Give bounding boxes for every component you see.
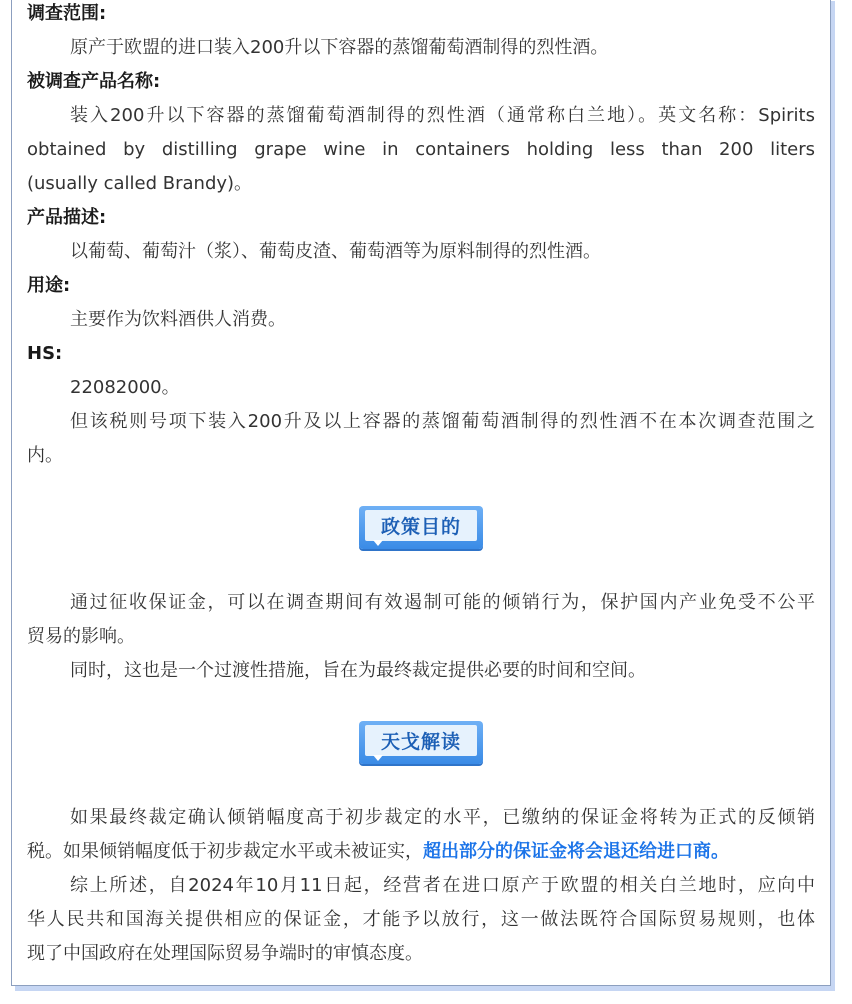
product-name-line-3: (usually called Brandy)。 (27, 173, 253, 194)
analysis-heading (359, 721, 483, 764)
policy-para-2: 同时，这也是一个过渡性措施，旨在为最终裁定提供必要的时间和空间。 (70, 660, 646, 681)
product-name-line-1: 装入200升以下容器的蒸馏葡萄酒制得的烈性酒（通常称白兰地）。英文名称：Spirits (70, 105, 815, 126)
usage-text: 主要作为饮料酒供人消费。 (70, 309, 286, 330)
analysis-para-1-line-2 (27, 835, 729, 869)
policy-para-1-line-2: 贸易的影响。 (27, 626, 135, 647)
policy-purpose-heading-text: 政策目的 (365, 510, 477, 541)
policy-para-1-line-1: 通过征收保证金，可以在调查期间有效遏制可能的倾销行为，保护国内产业免受不公平 (70, 592, 815, 613)
product-desc-text: 以葡萄、葡萄汁（浆）、葡萄皮渣、葡萄酒等为原料制得的烈性酒。 (70, 241, 601, 262)
scope-text: 原产于欧盟的进口装入200升以下容器的蒸馏葡萄酒制得的烈性酒。 (70, 37, 609, 58)
speech-tick-icon (373, 540, 383, 546)
analysis-para-2-line-3: 现了中国政府在处理国际贸易争端时的审慎态度。 (27, 943, 423, 964)
analysis-heading-text: 天戈解读 (365, 725, 477, 756)
usage-label: 用途: (27, 275, 71, 296)
analysis-para-2-line-2: 华人民共和国海关提供相应的保证金，才能予以放行，这一做法既符合国际贸易规则，也体 (27, 909, 815, 930)
product-name-label: 被调查产品名称: (27, 71, 161, 92)
product-name-line-2: obtained by distilling grape wine in containers holding less than 200 liters (27, 139, 815, 160)
analysis-para-2-line-1: 综上所述，自2024年10月11日起，经营者在进口原产于欧盟的相关白兰地时，应向中 (70, 875, 815, 896)
scope-label: 调查范围: (27, 3, 107, 24)
hs-note-line-1: 但该税则号项下装入200升及以上容器的蒸馏葡萄酒制得的烈性酒不在本次调查范围之 (70, 411, 815, 432)
analysis-para-1-plain: 税。如果倾销幅度低于初步裁定水平或未被证实， (27, 841, 423, 862)
hs-note-line-2: 内。 (27, 445, 63, 466)
refund-highlight: 超出部分的保证金将会退还给进口商。 (423, 841, 729, 862)
hs-code: 22082000。 (70, 377, 180, 398)
hs-label: HS: (27, 343, 63, 364)
speech-tick-icon (373, 755, 383, 761)
analysis-para-1-line-1: 如果最终裁定确认倾销幅度高于初步裁定的水平，已缴纳的保证金将转为正式的反倾销 (70, 807, 815, 828)
policy-purpose-heading (359, 506, 483, 549)
product-desc-label: 产品描述: (27, 207, 107, 228)
